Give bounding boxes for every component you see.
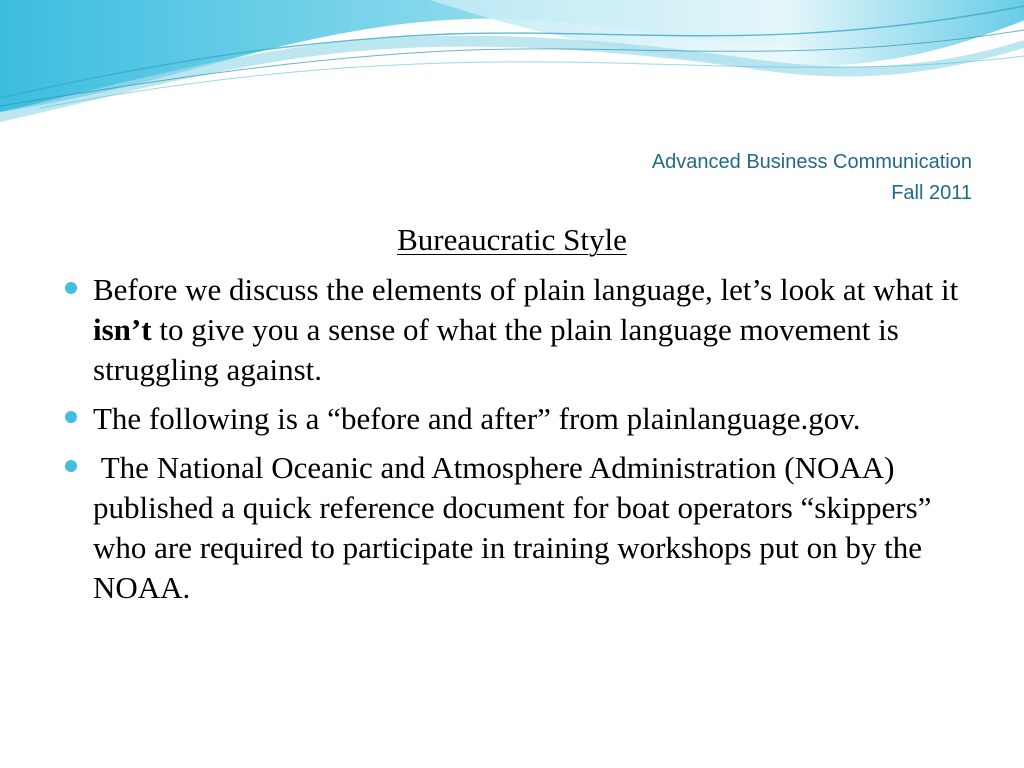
- course-term: Fall 2011: [891, 182, 972, 204]
- bullet-text: [93, 272, 958, 387]
- bullet-dot-icon: [65, 282, 77, 294]
- course-title: [652, 147, 972, 209]
- bullet-text-part: Before we discuss the elements of plain language, let’s look at what it: [93, 272, 959, 307]
- bullet-dot-icon: [65, 411, 77, 423]
- wave-header-decoration: [0, 0, 1024, 130]
- bullet-text-part: to give you a sense of what the plain language movement is struggling against.: [93, 312, 899, 387]
- bullet-text: The following is a “before and after” from plainlanguage.gov.: [93, 401, 861, 436]
- slide-heading: Bureaucratic Style: [397, 222, 627, 257]
- bullet-emphasis: isn’t: [93, 312, 152, 347]
- course-name: Advanced Business Communication: [651, 151, 972, 173]
- bullet-dot-icon: [65, 460, 77, 472]
- bullet-item: [58, 448, 988, 608]
- bullet-item: [58, 270, 988, 390]
- bullet-item: [58, 399, 988, 439]
- bullet-text: The National Oceanic and Atmosphere Administration (NOAA) published a quick reference document for boat operators “skippers” who are required to participate in training workshops put on by the NOAA.: [93, 450, 940, 605]
- bullet-list: [58, 270, 988, 617]
